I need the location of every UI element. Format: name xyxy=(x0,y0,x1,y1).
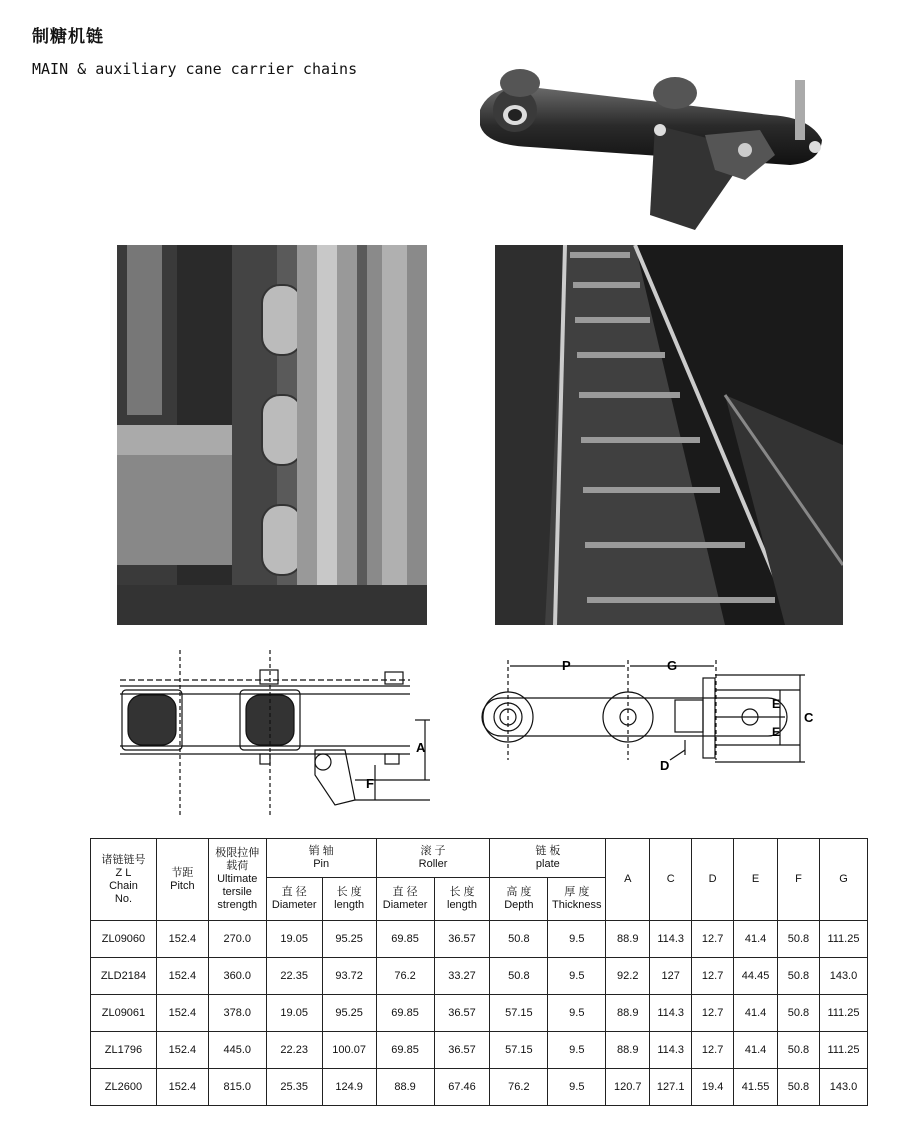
table-cell: ZL2600 xyxy=(91,1069,157,1106)
table-cell: 33.27 xyxy=(434,958,490,995)
dimension-label-e-lower: E xyxy=(772,725,781,739)
table-cell: 95.25 xyxy=(322,995,376,1032)
table-cell: 12.7 xyxy=(692,995,734,1032)
table-cell: 152.4 xyxy=(156,1032,208,1069)
table-cell: ZL1796 xyxy=(91,1032,157,1069)
table-cell: 36.57 xyxy=(434,1032,490,1069)
header-g: G xyxy=(819,839,867,921)
table-cell: 111.25 xyxy=(819,1032,867,1069)
table-cell: 69.85 xyxy=(376,1032,434,1069)
table-cell: 22.35 xyxy=(266,958,322,995)
header-pin: 销 轴 Pin xyxy=(266,839,376,878)
table-cell: 36.57 xyxy=(434,921,490,958)
table-cell: 50.8 xyxy=(778,1069,820,1106)
table-cell: 36.57 xyxy=(434,995,490,1032)
table-cell: 12.7 xyxy=(692,958,734,995)
table-cell: 445.0 xyxy=(208,1032,266,1069)
table-cell: 88.9 xyxy=(606,1032,650,1069)
table-cell: 152.4 xyxy=(156,995,208,1032)
table-cell: 44.45 xyxy=(734,958,778,995)
table-cell: 50.8 xyxy=(490,958,548,995)
chain-specification-table xyxy=(90,838,868,1106)
table-cell: 19.05 xyxy=(266,921,322,958)
table-cell: 114.3 xyxy=(650,921,692,958)
table-cell: ZL09060 xyxy=(91,921,157,958)
chain-product-photo xyxy=(470,55,840,230)
header-pin-length: 长 度 length xyxy=(322,878,376,921)
table-cell: 19.05 xyxy=(266,995,322,1032)
table-cell: 9.5 xyxy=(548,1069,606,1106)
table-row xyxy=(91,1032,868,1069)
dimension-label-p: P xyxy=(562,658,571,673)
table-cell: 9.5 xyxy=(548,921,606,958)
table-cell: 41.4 xyxy=(734,1032,778,1069)
table-cell: 111.25 xyxy=(819,921,867,958)
table-cell: 270.0 xyxy=(208,921,266,958)
table-cell: 76.2 xyxy=(490,1069,548,1106)
table-cell: 12.7 xyxy=(692,921,734,958)
header-roller-diameter: 直 径 Diameter xyxy=(376,878,434,921)
table-cell: 88.9 xyxy=(606,921,650,958)
table-cell: 152.4 xyxy=(156,958,208,995)
table-cell: 124.9 xyxy=(322,1069,376,1106)
table-cell: 815.0 xyxy=(208,1069,266,1106)
header-ultimate-strength: 极限拉伸载荷 Ultimate tersile strength xyxy=(208,839,266,921)
header-plate: 链 板 plate xyxy=(490,839,606,878)
table-row xyxy=(91,958,868,995)
table-cell: ZLD2184 xyxy=(91,958,157,995)
table-cell: 88.9 xyxy=(376,1069,434,1106)
table-cell: 25.35 xyxy=(266,1069,322,1106)
dimension-label-d: D xyxy=(660,758,670,773)
chain-front-view-diagram xyxy=(470,650,820,780)
header-pitch: 节距 Pitch xyxy=(156,839,208,921)
header-pin-diameter: 直 径 Diameter xyxy=(266,878,322,921)
table-cell: 50.8 xyxy=(778,1032,820,1069)
chain-side-view-diagram xyxy=(110,650,440,815)
table-row xyxy=(91,921,868,958)
dimension-label-a: A xyxy=(416,740,426,755)
header-plate-thickness: 厚 度 Thickness xyxy=(548,878,606,921)
table-cell: 22.23 xyxy=(266,1032,322,1069)
header-chain-no: 诸链链号 Z L Chain No. xyxy=(91,839,157,921)
table-cell: 50.8 xyxy=(490,921,548,958)
table-cell: 9.5 xyxy=(548,1032,606,1069)
table-cell: 152.4 xyxy=(156,921,208,958)
header-c: C xyxy=(650,839,692,921)
table-cell: 120.7 xyxy=(606,1069,650,1106)
table-cell: 12.7 xyxy=(692,1032,734,1069)
table-cell: 69.85 xyxy=(376,921,434,958)
table-cell: 41.4 xyxy=(734,995,778,1032)
table-cell: 76.2 xyxy=(376,958,434,995)
table-cell: 378.0 xyxy=(208,995,266,1032)
cane-carrier-conveyor-photo xyxy=(495,245,843,625)
header-a: A xyxy=(606,839,650,921)
table-cell: 67.46 xyxy=(434,1069,490,1106)
table-cell: 57.15 xyxy=(490,1032,548,1069)
header-f: F xyxy=(778,839,820,921)
table-cell: 114.3 xyxy=(650,1032,692,1069)
table-cell: 360.0 xyxy=(208,958,266,995)
table-cell: 143.0 xyxy=(819,1069,867,1106)
dimension-label-f: F xyxy=(366,776,374,791)
table-cell: 9.5 xyxy=(548,995,606,1032)
header-roller-length: 长 度 length xyxy=(434,878,490,921)
table-cell: 9.5 xyxy=(548,958,606,995)
page-title-english: MAIN & auxiliary cane carrier chains xyxy=(32,60,358,78)
table-cell: 127 xyxy=(650,958,692,995)
chain-installation-photo xyxy=(117,245,427,625)
table-cell: 50.8 xyxy=(778,921,820,958)
dimension-label-e-upper: E xyxy=(772,697,781,711)
table-cell: 127.1 xyxy=(650,1069,692,1106)
table-cell: 41.55 xyxy=(734,1069,778,1106)
table-cell: 152.4 xyxy=(156,1069,208,1106)
table-cell: 69.85 xyxy=(376,995,434,1032)
header-e: E xyxy=(734,839,778,921)
table-cell: 93.72 xyxy=(322,958,376,995)
table-cell: 50.8 xyxy=(778,995,820,1032)
table-cell: 57.15 xyxy=(490,995,548,1032)
table-cell: 111.25 xyxy=(819,995,867,1032)
table-cell: 95.25 xyxy=(322,921,376,958)
page-title-chinese: 制糖机链 xyxy=(32,27,104,47)
table-cell: ZL09061 xyxy=(91,995,157,1032)
table-cell: 41.4 xyxy=(734,921,778,958)
table-cell: 100.07 xyxy=(322,1032,376,1069)
dimension-label-g: G xyxy=(667,658,678,673)
table-cell: 143.0 xyxy=(819,958,867,995)
table-cell: 19.4 xyxy=(692,1069,734,1106)
table-cell: 114.3 xyxy=(650,995,692,1032)
table-cell: 50.8 xyxy=(778,958,820,995)
table-row xyxy=(91,1069,868,1106)
header-roller: 滚 子 Roller xyxy=(376,839,490,878)
table-row xyxy=(91,995,868,1032)
header-plate-depth: 高 度 Depth xyxy=(490,878,548,921)
dimension-label-c: C xyxy=(804,710,814,725)
table-cell: 92.2 xyxy=(606,958,650,995)
table-cell: 88.9 xyxy=(606,995,650,1032)
header-d: D xyxy=(692,839,734,921)
